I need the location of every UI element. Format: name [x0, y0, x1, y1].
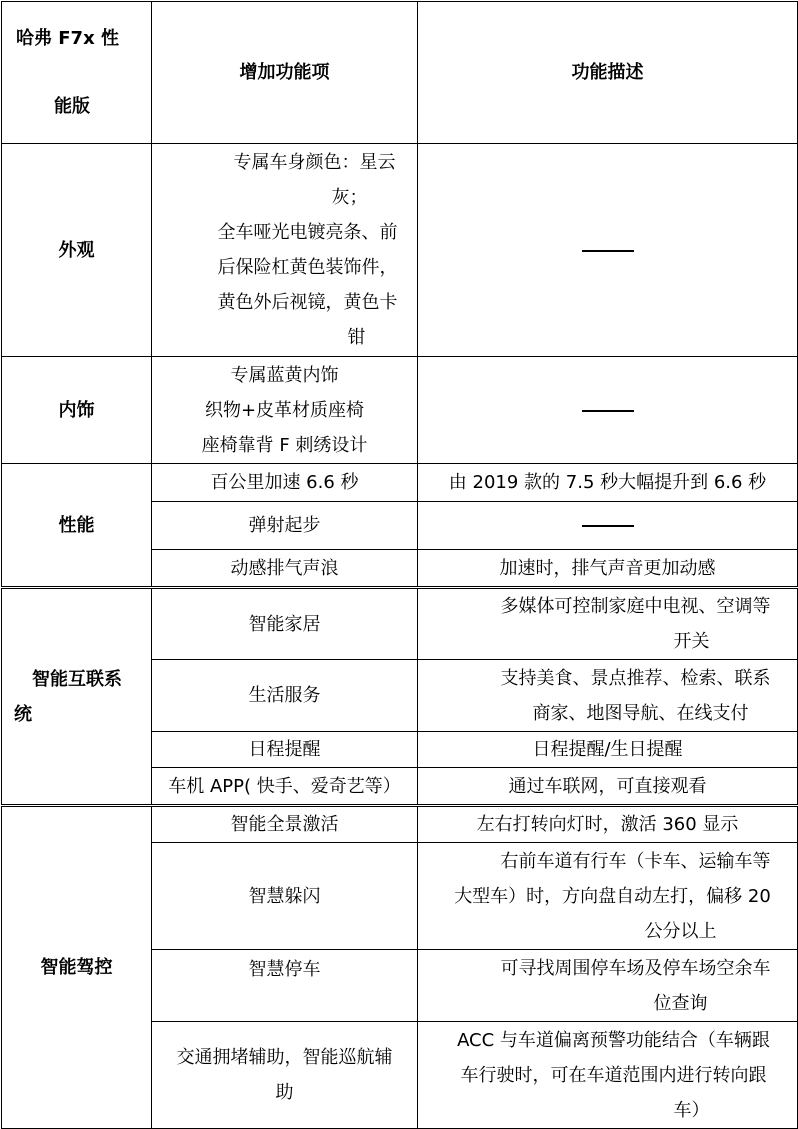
connect-feature: 生活服务: [152, 660, 418, 732]
connect-desc: 通过车联网，可直接观看: [418, 768, 798, 806]
drive-category: 智能驾控: [2, 806, 152, 1129]
drive-desc: [418, 1022, 798, 1129]
connect-desc-line: 开关: [673, 631, 710, 652]
performance-row: [2, 464, 798, 502]
header-feature-cell: 增加功能项: [152, 2, 418, 144]
drive-feature-line: 交通拥堵辅助，智能巡航辅: [176, 1047, 393, 1068]
drive-desc-line: 位查询: [653, 992, 708, 1014]
performance-category: 性能: [2, 464, 152, 588]
empty-dash: [582, 410, 634, 412]
performance-feature: 动感排气声浪: [152, 550, 418, 588]
connect-desc: [418, 660, 798, 732]
exterior-line: 黄色外后视镜，黄色卡: [217, 292, 398, 313]
interior-line: 座椅靠背 F 刺绣设计: [201, 434, 368, 456]
drive-desc: [418, 843, 798, 950]
performance-desc: 加速时，排气声音更加动感: [418, 550, 798, 588]
empty-dash: [582, 525, 634, 527]
header-desc-cell: 功能描述: [418, 2, 798, 144]
connect-desc: [418, 588, 798, 660]
interior-line: 织物+皮革材质座椅: [204, 399, 365, 421]
exterior-line: 全车哑光电镀亮条、前: [217, 222, 398, 243]
drive-row: [2, 806, 798, 843]
connect-desc-line: 商家、地图导航、在线支付: [532, 702, 749, 724]
drive-feature: 智慧躲闪: [152, 843, 418, 950]
performance-desc: 由 2019 款的 7.5 秒大幅提升到 6.6 秒: [418, 464, 798, 502]
drive-desc-line: 公分以上: [644, 920, 717, 942]
header-model-line1: 哈弗 F7x 性: [16, 27, 119, 49]
drive-desc-line: 可寻找周围停车场及停车场空余车: [500, 957, 771, 979]
interior-line: 专属蓝黄内饰: [230, 364, 339, 386]
performance-desc: [418, 502, 798, 550]
exterior-line: 后保险杠黄色装饰件，: [217, 257, 398, 278]
drive-feature: 智慧停车: [152, 950, 418, 1022]
connect-desc-line: 支持美食、景点推荐、检索、联系: [500, 667, 771, 689]
exterior-row: [2, 144, 798, 357]
drive-desc-line: 车行驶时，可在车道范围内进行转向跟: [460, 1064, 767, 1086]
drive-desc: 左右打转向灯时，激活 360 显示: [418, 806, 798, 843]
performance-feature: 弹射起步: [152, 502, 418, 550]
drive-desc-line: ACC 与车道偏离预警功能结合（车辆跟: [457, 1029, 770, 1051]
exterior-category: 外观: [2, 144, 152, 357]
exterior-line: 钳: [347, 327, 366, 348]
spec-table: [1, 1, 798, 1129]
exterior-desc-cell: [418, 144, 798, 357]
drive-desc-line: 右前车道有行车（卡车、运输车等: [500, 850, 771, 872]
connect-desc: 日程提醒/生日提醒: [418, 732, 798, 768]
drive-desc: [418, 950, 798, 1022]
interior-category: 内饰: [2, 357, 152, 464]
connect-feature: 车机 APP( 快手、爱奇艺等）: [152, 768, 418, 806]
interior-row: [2, 357, 798, 464]
connect-category-line2: 统: [14, 703, 32, 725]
connect-desc-line: 多媒体可控制家庭中电视、空调等: [500, 596, 771, 617]
exterior-feature-cell: [152, 144, 418, 357]
drive-desc-line: 车）: [673, 1099, 710, 1121]
interior-desc-cell: [418, 357, 798, 464]
connect-category-line1: 智能互联系: [32, 668, 122, 690]
drive-feature: 智能全景激活: [152, 806, 418, 843]
connect-row: [2, 588, 798, 660]
empty-dash: [582, 250, 634, 252]
connect-feature: 智能家居: [152, 588, 418, 660]
header-model-line2: 能版: [54, 95, 90, 117]
drive-feature: [152, 1022, 418, 1129]
drive-feature-line: 助: [275, 1082, 294, 1103]
header-model-cell: [2, 2, 152, 144]
exterior-line: 灰；: [331, 187, 368, 208]
exterior-line: 专属车身颜色：星云: [233, 152, 396, 173]
performance-feature: 百公里加速 6.6 秒: [152, 464, 418, 502]
connect-category: [2, 588, 152, 806]
header-row: [2, 2, 798, 144]
interior-feature-cell: [152, 357, 418, 464]
drive-desc-line: 大型车）时，方向盘自动左打，偏移 20: [454, 885, 771, 907]
connect-feature: 日程提醒: [152, 732, 418, 768]
